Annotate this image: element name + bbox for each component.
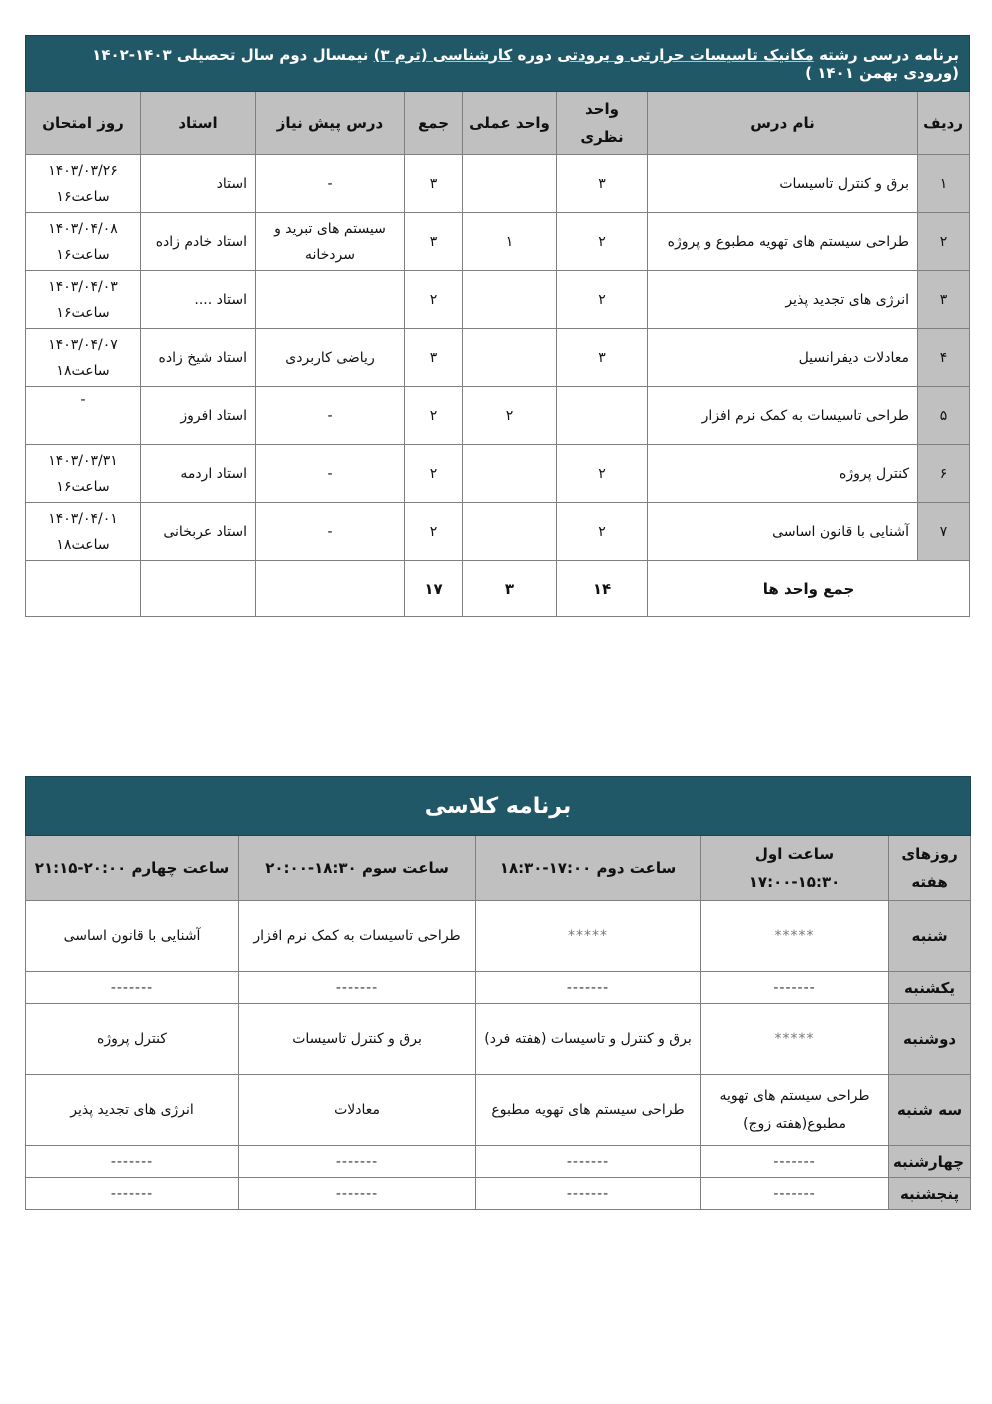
curriculum-header-row [26,92,970,155]
totals-empty [256,561,405,617]
class-slot: ------- [701,1178,889,1210]
day-name: سه شنبه [889,1075,971,1146]
row-number: ۱ [918,155,970,213]
exam-day [26,387,141,445]
practical-units [463,445,557,503]
title-part: برنامه درسی رشته [813,45,959,64]
schedule-header-row [26,836,971,901]
title-part: دوره [512,45,558,64]
header-practical-units: واحد عملی [463,92,557,155]
total-units: ۳ [405,329,463,387]
row-number: ۶ [918,445,970,503]
practical-units: ۲ [463,387,557,445]
schedule-row [26,901,971,972]
class-slot: ------- [476,972,701,1004]
practical-units [463,329,557,387]
class-slot: ***** [701,901,889,972]
day-name: چهارشنبه [889,1146,971,1178]
teacher: استاد اردمه [141,445,256,503]
exam-date: - [80,392,86,408]
total-units: ۳ [405,155,463,213]
row-number: ۵ [918,387,970,445]
course-row [26,329,970,387]
class-slot: برق و کنترل تاسیسات [239,1004,476,1075]
course-name: آشنایی با قانون اساسی [648,503,918,561]
prerequisite: سیستم های تبرید و سردخانه [256,213,405,271]
totals-empty [141,561,256,617]
class-slot: ***** [701,1004,889,1075]
header-row-no: ردیف [918,92,970,155]
prerequisite: - [256,445,405,503]
exam-time: ساعت۱۶ [56,304,110,321]
totals-empty [26,561,141,617]
total-units: ۲ [405,503,463,561]
header-days: روزهای هفته [889,836,971,901]
exam-time: ساعت۱۶ [56,246,110,263]
class-slot: ------- [239,972,476,1004]
prerequisite: ریاضی کاربردی [256,329,405,387]
class-slot: معادلات [239,1075,476,1146]
row-number: ۴ [918,329,970,387]
class-slot: انرژی های تجدید پذیر [26,1075,239,1146]
prerequisite: - [256,503,405,561]
theory-units [557,387,648,445]
course-row [26,155,970,213]
header-exam-day: روز امتحان [26,92,141,155]
exam-time: ساعت۱۶ [56,188,110,205]
practical-units [463,503,557,561]
title-major: مکانیک تاسیسات حرارتی و برودتی [557,45,814,64]
prerequisite [256,271,405,329]
course-row [26,445,970,503]
row-number: ۲ [918,213,970,271]
header-teacher: استاد [141,92,256,155]
exam-time: ساعت۱۶ [56,478,110,495]
teacher: استاد .... [141,271,256,329]
exam-day [26,329,141,387]
class-slot: ------- [26,1146,239,1178]
exam-day [26,271,141,329]
class-slot: طراحی سیستم های تهویه مطبوع(هفته زوج) [701,1075,889,1146]
row-number: ۳ [918,271,970,329]
exam-day [26,155,141,213]
exam-date: ۱۴۰۳/۰۴/۰۸ [48,220,118,237]
header-prerequisite: درس پیش نیاز [256,92,405,155]
day-name: شنبه [889,901,971,972]
class-slot: ------- [26,1178,239,1210]
class-slot: ------- [26,972,239,1004]
exam-date: ۱۴۰۳/۰۴/۰۳ [48,278,118,295]
schedule-title: برنامه کلاسی [26,777,971,836]
teacher: استاد افروز [141,387,256,445]
schedule-row [26,1146,971,1178]
total-units: ۳ [405,213,463,271]
teacher: استاد خادم زاده [141,213,256,271]
totals-row [26,561,970,617]
class-slot: برق و کنترل و تاسیسات (هفته فرد) [476,1004,701,1075]
header-slot1: ساعت اول ۱۵:۳۰-۱۷:۰۰ [701,836,889,901]
schedule-row [26,1178,971,1210]
course-row [26,387,970,445]
row-number: ۷ [918,503,970,561]
theory-units: ۳ [557,155,648,213]
exam-date: ۱۴۰۳/۰۴/۰۷ [48,336,118,353]
exam-date: ۱۴۰۳/۰۴/۰۱ [48,510,118,527]
total-units: ۲ [405,445,463,503]
practical-units [463,271,557,329]
totals-total: ۱۷ [405,561,463,617]
theory-units: ۲ [557,445,648,503]
header-slot2: ساعت دوم ۱۷:۰۰-۱۸:۳۰ [476,836,701,901]
total-units: ۲ [405,271,463,329]
day-name: پنجشنبه [889,1178,971,1210]
practical-units: ۱ [463,213,557,271]
title-degree: کارشناسی (ترم ۳) [373,45,513,64]
teacher: استاد عربخانی [141,503,256,561]
exam-day [26,503,141,561]
class-slot: ------- [476,1178,701,1210]
curriculum-table [25,35,970,617]
totals-label: جمع واحد ها [648,561,970,617]
schedule-row [26,1004,971,1075]
prerequisite: - [256,387,405,445]
course-name: طراحی سیستم های تهویه مطبوع و پروژه [648,213,918,271]
practical-units [463,155,557,213]
day-name: یکشنبه [889,972,971,1004]
course-name: طراحی تاسیسات به کمک نرم افزار [648,387,918,445]
exam-date: ۱۴۰۳/۰۳/۲۶ [48,162,118,179]
course-name: کنترل پروژه [648,445,918,503]
course-row [26,213,970,271]
course-name: انرژی های تجدید پذیر [648,271,918,329]
header-course-name: نام درس [648,92,918,155]
class-slot: ***** [476,901,701,972]
title-part: نیمسال دوم سال تحصیلی ۱۴۰۳-۱۴۰۲ (ورودی بهمن ۱۴۰۱ ) [92,45,959,82]
course-name: برق و کنترل تاسیسات [648,155,918,213]
theory-units: ۲ [557,271,648,329]
schedule-table [25,776,971,1210]
exam-time: ساعت۱۸ [56,362,110,379]
course-row [26,503,970,561]
prerequisite: - [256,155,405,213]
schedule-row [26,1075,971,1146]
class-slot: طراحی سیستم های تهویه مطبوع [476,1075,701,1146]
header-slot4: ساعت چهارم ۲۰:۰۰-۲۱:۱۵ [26,836,239,901]
schedule-row [26,972,971,1004]
course-name: معادلات دیفرانسیل [648,329,918,387]
teacher: استاد شیخ زاده [141,329,256,387]
class-slot: ------- [239,1146,476,1178]
curriculum-title [26,36,970,92]
exam-time: ساعت۱۸ [56,536,110,553]
course-row [26,271,970,329]
header-theory-units: واحد نظری [557,92,648,155]
header-total: جمع [405,92,463,155]
totals-theory: ۱۴ [557,561,648,617]
class-slot: آشنایی با قانون اساسی [26,901,239,972]
class-slot: ------- [701,1146,889,1178]
totals-practical: ۳ [463,561,557,617]
class-slot: کنترل پروژه [26,1004,239,1075]
class-slot: ------- [239,1178,476,1210]
class-slot: ------- [476,1146,701,1178]
class-slot: ------- [701,972,889,1004]
theory-units: ۲ [557,213,648,271]
theory-units: ۲ [557,503,648,561]
total-units: ۲ [405,387,463,445]
teacher: استاد [141,155,256,213]
exam-date: ۱۴۰۳/۰۳/۳۱ [48,452,118,469]
day-name: دوشنبه [889,1004,971,1075]
exam-day [26,445,141,503]
class-slot: طراحی تاسیسات به کمک نرم افزار [239,901,476,972]
exam-day [26,213,141,271]
theory-units: ۳ [557,329,648,387]
header-slot3: ساعت سوم ۱۸:۳۰-۲۰:۰۰ [239,836,476,901]
